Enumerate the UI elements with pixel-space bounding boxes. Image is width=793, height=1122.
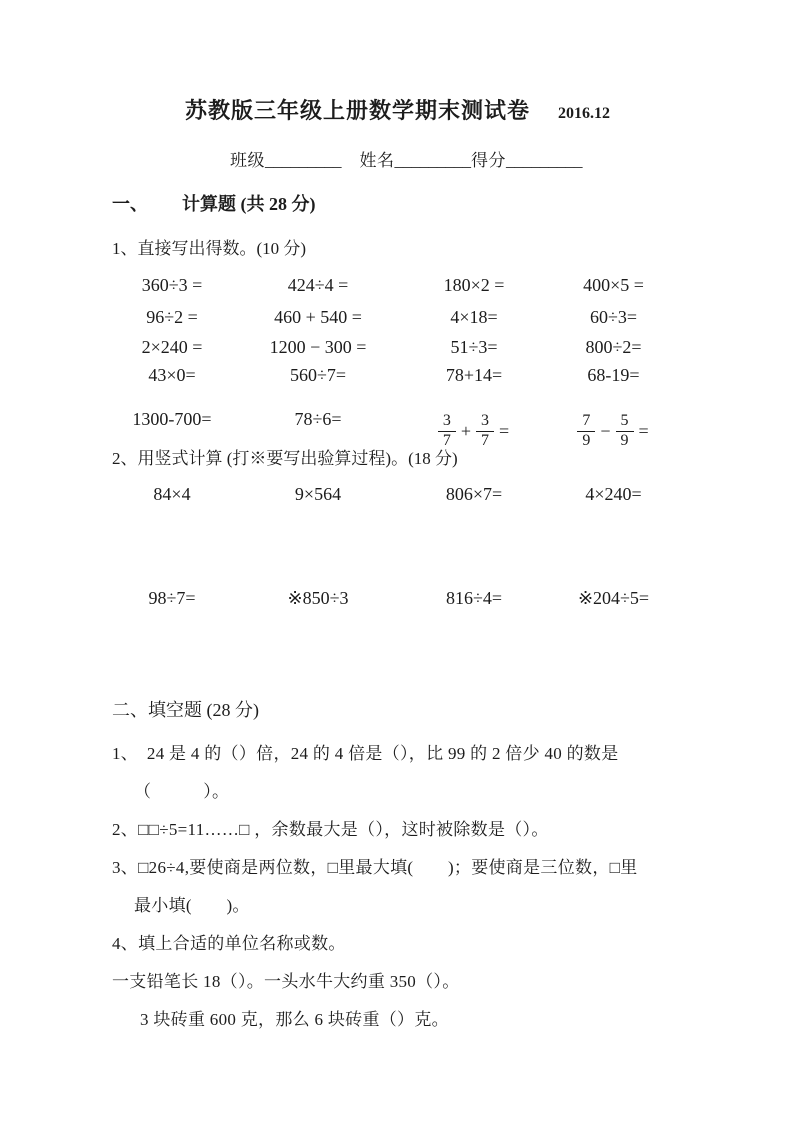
vertical-calc-row — [112, 585, 683, 611]
equals-sign: = — [499, 421, 510, 442]
fill-question-1-line-1: 1、 24 是 4 的（）倍，24 的 4 倍是（），比 99 的 2 倍少 40 的数是 — [112, 744, 619, 763]
calc-problem: 4×240= — [585, 484, 642, 504]
section2-heading: 二、填空题 (28 分) — [112, 700, 259, 720]
calc-problem: 68-19= — [587, 365, 640, 385]
calc-problem: 2×240 = — [141, 337, 203, 357]
fill-question-1-line-2: （ ）。 — [134, 782, 230, 801]
calc-problem: 1200 − 300 = — [269, 337, 367, 357]
student-info-line — [112, 149, 683, 173]
calc-problem: 1300-700= — [132, 409, 212, 429]
calc-problem: 360÷3 = — [141, 275, 203, 295]
score-label: 得分 — [471, 151, 506, 170]
denominator: 7 — [442, 431, 451, 449]
numerator: 3 — [438, 413, 456, 432]
calc-problem: 43×0= — [148, 365, 196, 385]
title-row — [112, 96, 683, 129]
fraction — [577, 413, 595, 450]
fill-question-3-line-2: 最小填( )。 — [134, 896, 250, 915]
numerator: 7 — [577, 413, 595, 432]
class-blank: _________ — [265, 151, 342, 170]
subsection1-heading: 1、直接写出得数。(10 分) — [112, 239, 307, 258]
calc-problem: 51÷3= — [450, 337, 498, 357]
exam-date: 2016.12 — [558, 105, 610, 122]
calc-problem: 60÷3= — [589, 307, 638, 327]
equals-sign: = — [638, 421, 649, 442]
calc-problem: ※204÷5= — [577, 588, 650, 608]
fill-question-4-line-1: 一支铅笔长 18（）。一头水牛大约重 350（）。 — [112, 972, 460, 991]
mental-math-grid — [112, 269, 683, 389]
numerator: 5 — [616, 413, 634, 432]
class-label: 班级 — [230, 151, 265, 170]
denominator: 7 — [481, 431, 489, 449]
fill-question-3-line-1: 3、□26÷4,要使商是两位数，□里最大填( )；要使商是三位数，□里 — [112, 858, 638, 877]
denominator: 9 — [620, 431, 629, 449]
calc-problem: 78+14= — [445, 365, 503, 385]
numerator: 3 — [476, 413, 494, 432]
calc-problem: 460 + 540 = — [274, 307, 362, 327]
name-blank: _________ — [394, 151, 471, 170]
name-label: 姓名 — [359, 151, 395, 170]
calc-problem: ※850÷3 — [287, 588, 349, 608]
fraction — [476, 413, 494, 450]
calc-problem: 98÷7= — [148, 588, 196, 608]
score-blank: _________ — [506, 151, 583, 170]
section1-heading — [112, 191, 683, 217]
fill-question-2: 2、□□÷5=11……□ ，余数最大是（），这时被除数是（）。 — [112, 820, 549, 839]
section1-number: 一、 — [112, 194, 148, 214]
calc-problem: 9×564 — [294, 484, 342, 504]
fraction-expression — [575, 409, 651, 453]
calc-problem: 78÷6= — [294, 409, 342, 429]
section1-title: 计算题 (共 28 分) — [182, 194, 316, 214]
denominator: 9 — [582, 431, 591, 449]
fill-question-4-line-2: 3 块砖重 600 克，那么 6 块砖重（）克。 — [140, 1010, 449, 1029]
calc-problem: 806×7= — [445, 484, 503, 504]
calc-problem: 4×18= — [450, 307, 498, 327]
fill-question-4: 4、填上合适的单位名称或数。 — [112, 934, 346, 953]
subsection2-heading: 2、用竖式计算 (打※要写出验算过程)。(18 分) — [112, 449, 458, 468]
calc-problem: 800÷2= — [585, 337, 642, 357]
calc-problem: 400×5 = — [583, 275, 644, 295]
fraction — [616, 413, 634, 450]
calc-problem: 96÷2 = — [146, 307, 198, 327]
calc-problem: 816÷4= — [445, 588, 503, 608]
calc-problem: 84×4 — [153, 484, 191, 504]
calc-problem: 560÷7= — [289, 365, 347, 385]
fraction-addition-problem — [404, 397, 544, 449]
page-title: 苏教版三年级上册数学期末测试卷 — [184, 98, 530, 123]
calc-problem: 424÷4 = — [287, 275, 349, 295]
fraction — [438, 413, 456, 450]
fraction-row — [112, 397, 683, 449]
minus-operator: − — [600, 421, 611, 442]
fraction-subtraction-problem — [544, 397, 683, 449]
vertical-calc-row — [112, 481, 683, 507]
plus-operator: + — [460, 421, 471, 442]
calc-problem: 180×2 = — [443, 275, 505, 295]
